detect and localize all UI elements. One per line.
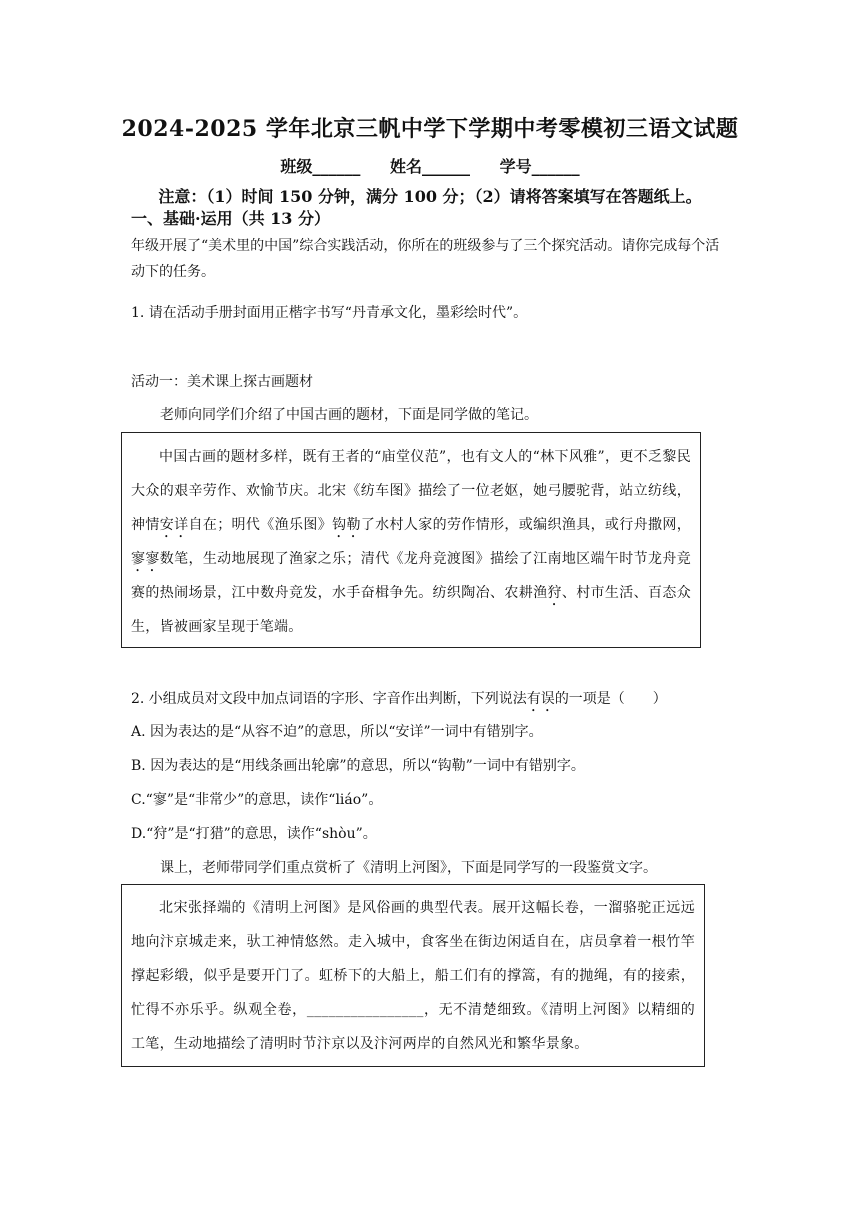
question-1: 1. 请在活动手册封面用正楷字书写“丹青承文化，墨彩绘时代”。 — [131, 305, 528, 321]
exam-title: 2024-2025 学年北京三帆中学下学期中考零模初三语文试题 — [121, 116, 739, 142]
activity-1-intro: 老师向同学们介绍了中国古画的题材，下面是同学做的笔记。 — [160, 407, 538, 423]
student-info-line — [0, 154, 860, 177]
dotted-word-shou: 狩 — [547, 585, 562, 601]
dotted-word-goule: 钩勒 — [332, 517, 361, 533]
option-a: A. 因为表达的是“从容不迫”的意思，所以“安详”一词中有错别字。 — [131, 724, 543, 740]
option-b: B. 因为表达的是“用线条画出轮廓”的意思，所以“钩勒”一词中有错别字。 — [131, 758, 585, 774]
activity-intro: 年级开展了“美术里的中国”综合实践活动，你所在的班级参与了三个探究活动。请你完成每个活动下的任务。 — [131, 238, 720, 280]
appreciation-intro: 课上，老师带同学们重点赏析了《清明上河图》，下面是同学写的一段鉴赏文字。 — [160, 860, 657, 876]
option-d: D.“狩”是“打猎”的意思，读作“shòu”。 — [131, 826, 377, 842]
dotted-word-liaoliao: 寥寥 — [131, 551, 160, 567]
notes-box — [121, 432, 701, 648]
dotted-word-anxiang: 安详 — [159, 517, 189, 533]
student-id-field: 学号______ — [499, 157, 580, 176]
appreciation-text: 北宋张择端的《清明上河图》是风俗画的典型代表。展开这幅长卷，一溜骆驼正远远地向汴京城走来，驮工神情悠然。走入城中，食客坐在街边闲适自在，店员拿着一根竹竿撑起彩缎，似乎是要开门了。虹桥下的大船上，船工们有的撑篙，有的抛绳，有的接索，忙得不亦乐乎。纵观全卷，________________，无不清楚细致。《清明上河图》以精细的工笔，生动地描绘了清明时节汴京以及汴河两岸的自然风光和繁华景象。 — [131, 900, 695, 1052]
section-heading: 一、基础·运用（共 13 分） — [131, 209, 330, 228]
notes-text: 中国古画的题材多样，既有王者的“庙堂仪范”，也有文人的“林下风雅”，更不乏黎民大众的艰辛劳作、欢愉节庆。北宋《纺车图》描绘了一位老妪，她弓腰驼背，站立纺线，神情安详自在；明代《渔乐图》钩勒了水村人家的劳作情形，或编织渔具，或行舟撒网，寥寥数笔，生动地展现了渔家之乐；清代《龙舟竞渡图》描绘了江南地区端午时节龙舟竞赛的热闹场景，江中数舟竞发，水手奋楫争先。纺织陶冶、农耕渔狩、村市生活、百态众生，皆被画家呈现于笔端。 — [131, 449, 692, 635]
name-field: 姓名______ — [389, 157, 470, 176]
dotted-word-youwu: 有误 — [526, 691, 555, 707]
option-c: C.“寥”是“非常少”的意思，读作“liáo”。 — [131, 792, 383, 808]
activity-1-title: 活动一：美术课上探古画题材 — [131, 374, 313, 390]
appreciation-box — [121, 884, 705, 1067]
question-2-stem: 2. 小组成员对文段中加点词语的字形、字音作出判断，下列说法有误的一项是（ ） — [131, 691, 667, 707]
class-field: 班级______ — [280, 157, 361, 176]
exam-notice: 注意：（1）时间 150 分钟，满分 100 分；（2）请将答案填写在答题纸上。 — [158, 187, 702, 206]
